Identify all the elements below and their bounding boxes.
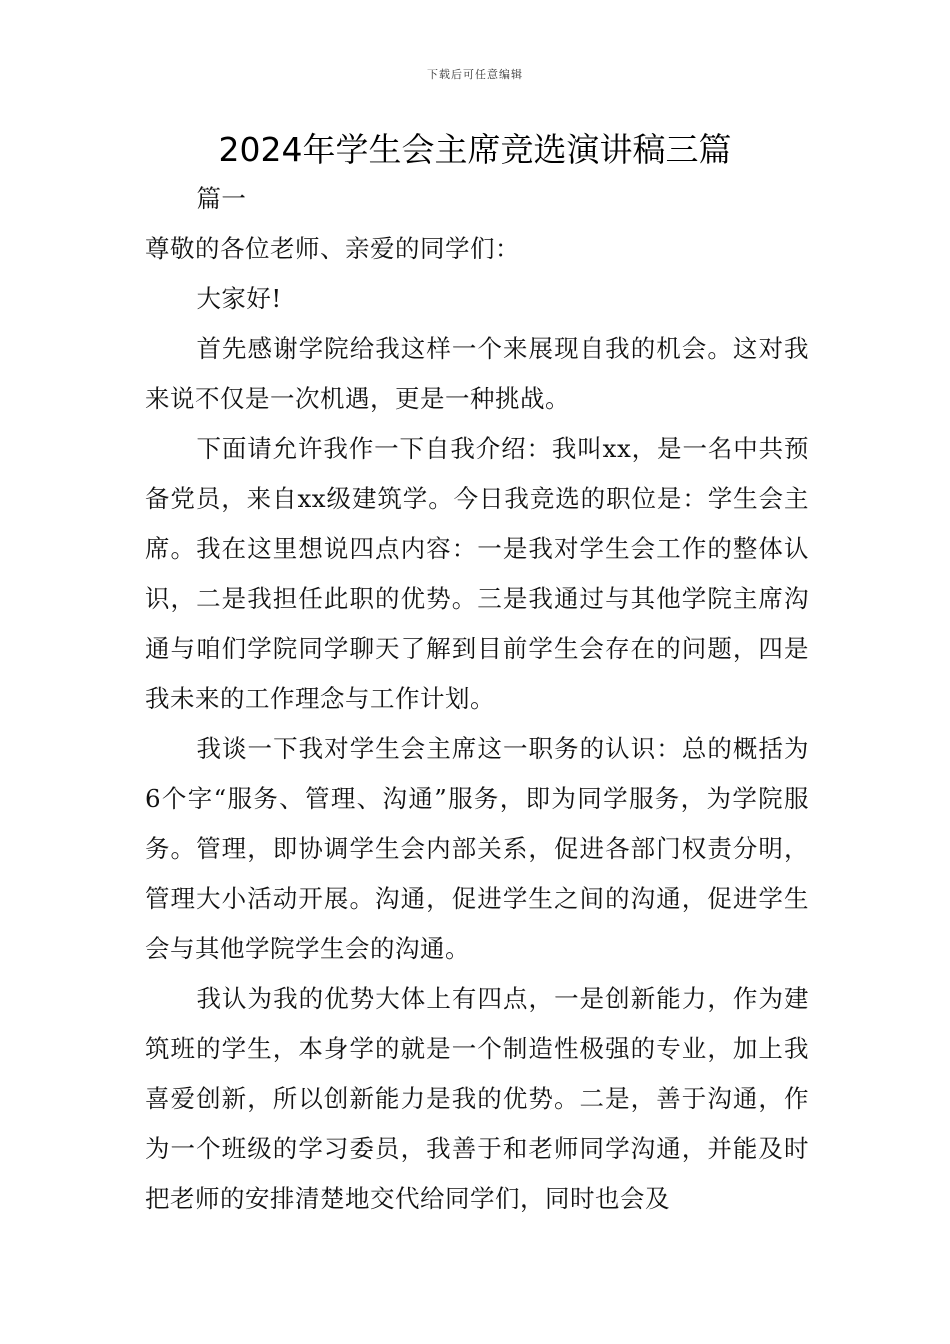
paragraph-role-understanding: 我谈一下我对学生会主席这一职务的认识：总的概括为6个字“服务、管理、沟通”服务，即为同学服务，为学院服务。管理，即协调学生会内部关系，促进各部门权责分明，管理大小活动开展。沟通，促进学生之间的沟通，促进学生会与其他学院学生会的沟通。 <box>145 734 809 963</box>
document-body <box>145 174 809 1224</box>
section-label: 篇一 <box>196 184 247 213</box>
paragraph-intro: 首先感谢学院给我这样一个来展现自我的机会。这对我来说不仅是一次机遇，更是一种挑战。 <box>145 334 809 413</box>
paragraph-self-introduction: 下面请允许我作一下自我介绍：我叫xx，是一名中共预备党员，来自xx级建筑学。今日我竞选的职位是：学生会主席。我在这里想说四点内容：一是我对学生会工作的整体认识，二是我担任此职的优势。三是我通过与其他学院主席沟通与咱们学院同学聊天了解到目前学生会存在的问题，四是我未来的工作理念与工作计划。 <box>145 434 809 713</box>
document-title: 2024年学生会主席竞选演讲稿三篇 <box>218 130 732 169</box>
paragraph-advantages: 我认为我的优势大体上有四点，一是创新能力，作为建筑班的学生，本身学的就是一个制造性极强的专业，加上我喜爱创新，所以创新能力是我的优势。二是，善于沟通，作为一个班级的学习委员，我善于和老师同学沟通，并能及时把老师的安排清楚地交代给同学们，同时也会及 <box>145 984 809 1213</box>
greeting-line: 尊敬的各位老师、亲爱的同学们： <box>145 234 520 263</box>
salutation-line: 大家好! <box>196 284 282 313</box>
page-header-note: 下载后可任意编辑 <box>427 68 523 81</box>
